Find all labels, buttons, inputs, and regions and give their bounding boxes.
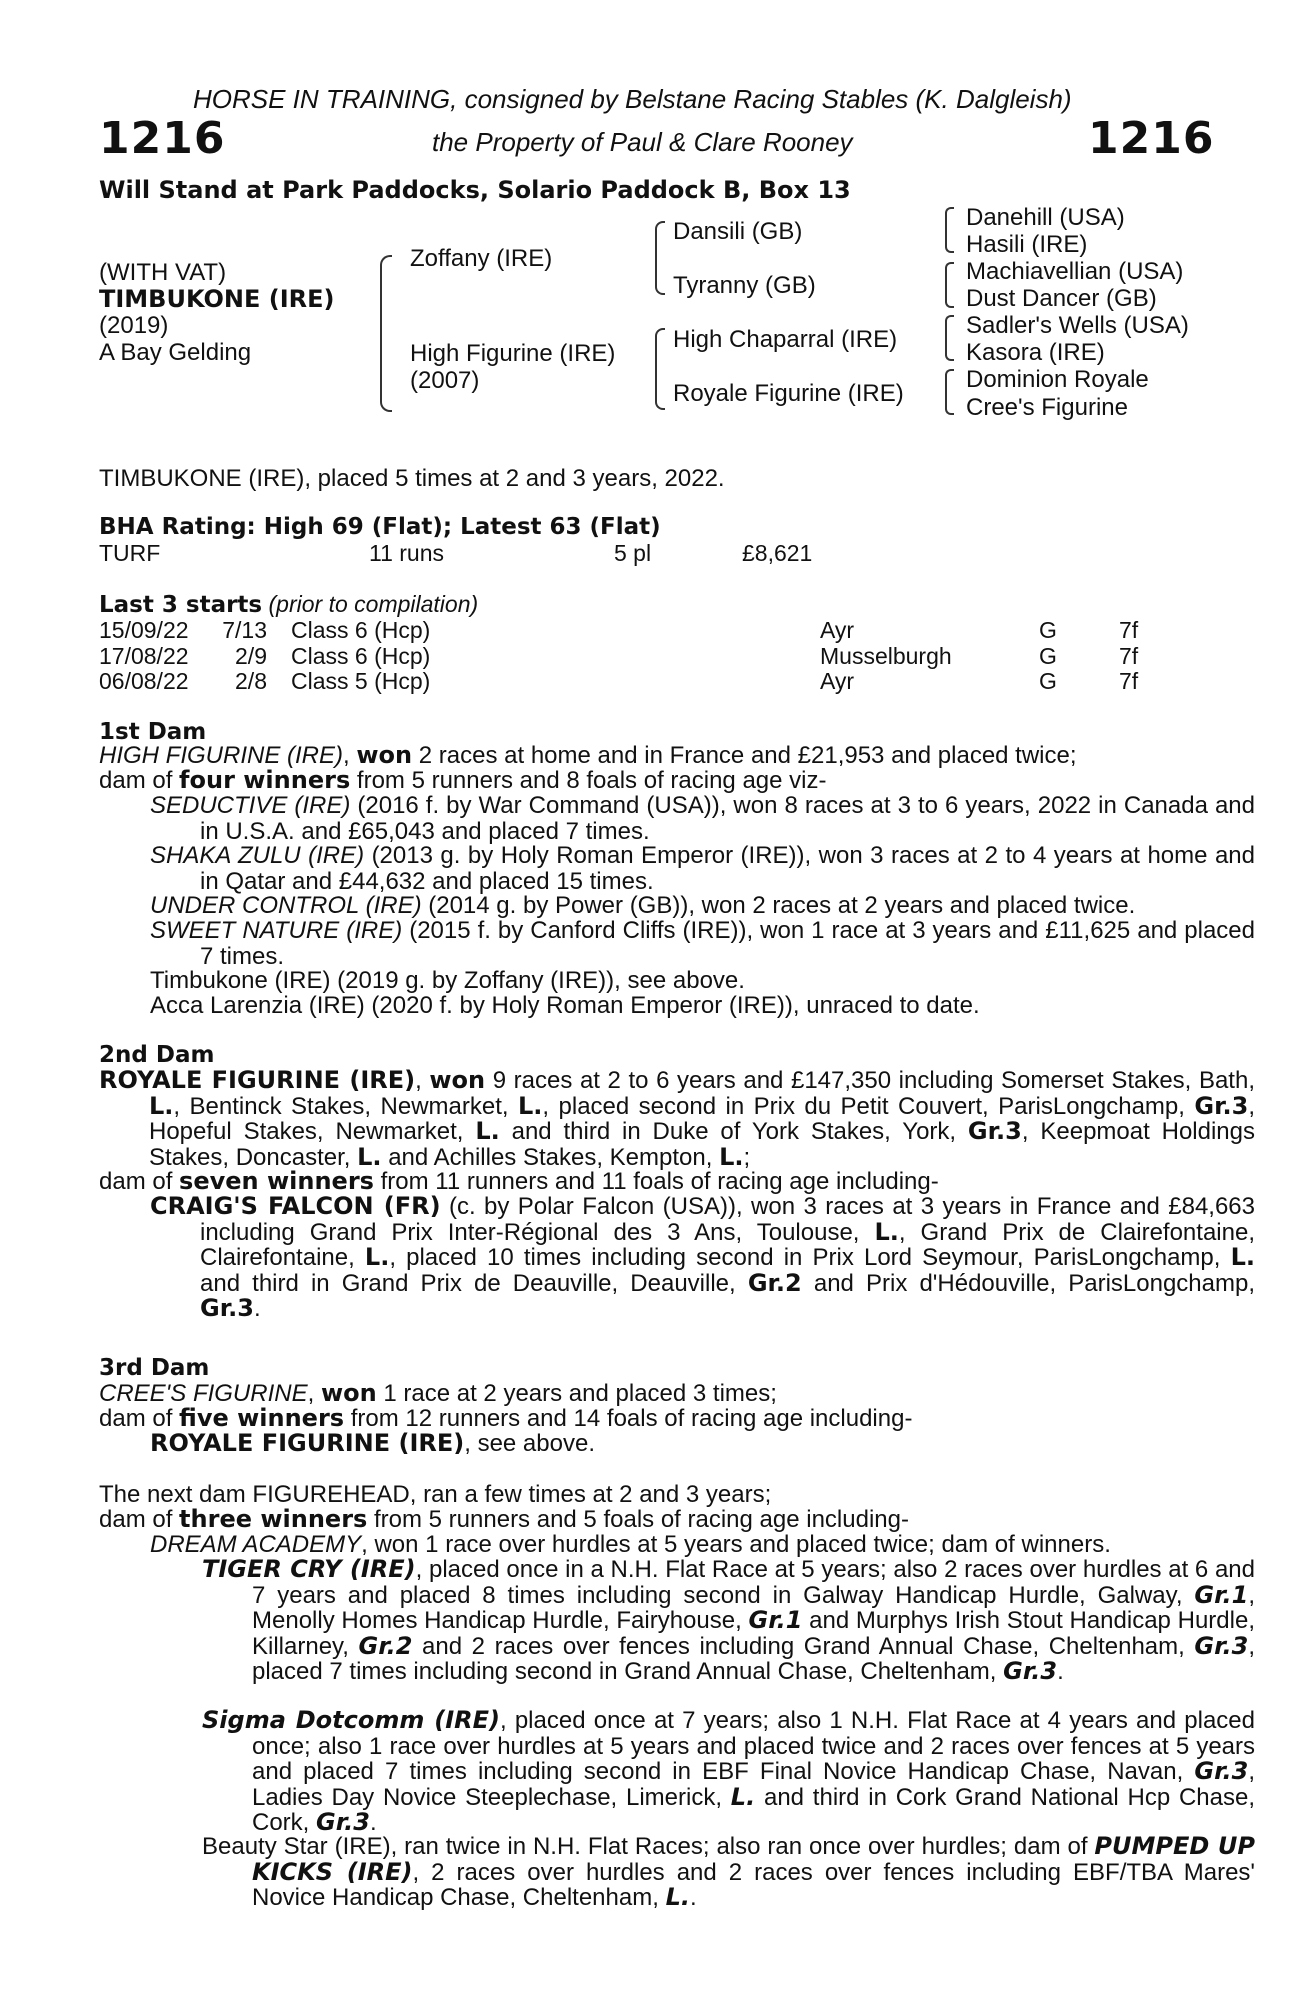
- sire-dam-sire: Machiavellian (USA): [966, 258, 1184, 285]
- produce-name: PUMPED UP KICKS (IRE): [252, 1832, 1255, 1886]
- dam-sire-sire: Sadler's Wells (USA): [966, 312, 1189, 339]
- record-text: , placed 10 times including second in Prix Lord Seymour, ParisLongchamp,: [389, 1244, 1231, 1271]
- record-text: and Achilles Stakes, Kempton,: [381, 1143, 720, 1171]
- produce-name: ROYALE FIGURINE (IRE): [150, 1429, 465, 1457]
- listed-mark: L.: [874, 1217, 899, 1246]
- start-race: Class 5 (Hcp): [291, 668, 431, 694]
- group-mark: Gr.3: [200, 1294, 254, 1322]
- last3-title: Last 3 starts: [99, 592, 263, 618]
- last3-header: [99, 591, 478, 618]
- record-text: , placed once at 7 years; also 1 N.H. Flat Race at 4 years and placed once; also 1 race over hurdles at 5 years and placed twice and 2 races over fences at 5 years and placed 7 times including second in EBF Final Novice Handicap Chase, Navan,: [252, 1707, 1255, 1785]
- group-mark: Gr.2: [358, 1631, 413, 1660]
- record-text: , won 1 race over hurdles at 5 years and placed twice; dam of winners.: [361, 1531, 1111, 1558]
- record-text: ;: [743, 1143, 751, 1171]
- brace-ds: [945, 315, 954, 361]
- start-going: G: [1039, 642, 1057, 669]
- dam3-produce: [150, 1431, 1205, 1457]
- dam1-sep: ,: [343, 742, 357, 769]
- sire: Zoffany (IRE): [410, 245, 553, 272]
- next-dam-line2: [99, 1507, 1205, 1533]
- produce-name: Sigma Dotcomm (IRE): [202, 1706, 500, 1734]
- dam2-title: 2nd Dam: [99, 1042, 215, 1068]
- start-date: 06/08/22: [99, 668, 189, 694]
- start-row: [99, 668, 1199, 694]
- produce-name: UNDER CONTROL (IRE): [150, 892, 422, 919]
- start-race: Class 6 (Hcp): [291, 617, 431, 643]
- dream-academy: [150, 1532, 1205, 1558]
- sigma-dotcomm: [202, 1708, 1255, 1836]
- dam-year: (2007): [410, 367, 480, 394]
- record-text: 1 race at 2 years and placed 3 times;: [376, 1380, 777, 1407]
- record-text: , placed 7 times including second in Grand Annual Chase, Cheltenham,: [252, 1632, 1255, 1685]
- next-winners: three winners: [179, 1505, 368, 1533]
- brace-ss: [945, 207, 954, 253]
- dam-dam: Royale Figurine (IRE): [673, 380, 904, 407]
- sire-sire-sire: Danehill (USA): [966, 204, 1125, 231]
- rating-surface: TURF: [99, 540, 161, 566]
- start-row: [99, 643, 1199, 669]
- record-text: , Bentinck Stakes, Newmarket,: [173, 1092, 518, 1120]
- produce-record: (2015 f. by Canford Cliffs (IRE)), won 1 race at 3 years and £11,625 and placed 7 times.: [200, 917, 1255, 970]
- dam3-damof: dam of: [99, 1405, 180, 1432]
- dam: High Figurine (IRE): [410, 340, 616, 367]
- start-dist: 7f: [1119, 617, 1139, 643]
- sep: ,: [415, 1067, 430, 1094]
- listed-mark: L.: [475, 1117, 500, 1145]
- listed-mark: L.: [364, 1243, 390, 1271]
- won-word: won: [429, 1066, 486, 1094]
- start-pos: 7/13: [222, 617, 267, 643]
- rating-row: [99, 540, 899, 566]
- start-dist: 7f: [1119, 642, 1139, 669]
- record-text: and third in Duke of York Stakes, York,: [499, 1118, 968, 1145]
- record-text: , see above.: [464, 1430, 595, 1457]
- record-text: .: [689, 1884, 697, 1911]
- produce-record: (2014 g. by Power (GB)), won 2 races at 2 years and placed twice.: [421, 892, 1136, 919]
- rating-earnings: £8,621: [742, 540, 813, 566]
- record-text: , Grand Prix de Clairefontaine, Clairefontaine,: [200, 1218, 1255, 1271]
- sep: ,: [307, 1380, 321, 1407]
- record-text: , placed second in Prix du Petit Couvert, ParisLongchamp,: [542, 1092, 1195, 1120]
- produce-name: SWEET NATURE (IRE): [150, 917, 403, 944]
- dam1-produce-1: [150, 793, 1255, 844]
- next-dam-line1: The next dam FIGUREHEAD, ran a few times at 2 and 3 years;: [99, 1481, 772, 1508]
- produce-name: CRAIG'S FALCON (FR): [150, 1192, 441, 1220]
- dam2-damof: dam of: [99, 1168, 180, 1195]
- start-date: 15/09/22: [99, 617, 189, 643]
- dam2-produce-craigs-falcon: [150, 1194, 1255, 1322]
- start-row: [99, 617, 1199, 643]
- dam-sire: High Chaparral (IRE): [673, 326, 898, 353]
- produce-record: (2013 g. by Holy Roman Emperor (IRE)), won 3 races at 2 to 4 years at home and in Qatar and £44,632 and placed 15 times.: [200, 842, 1255, 895]
- sire-dam: Tyranny (GB): [673, 272, 816, 299]
- vat-note: (WITH VAT): [99, 259, 227, 286]
- produce-record: (2016 f. by War Command (USA)), won 8 races at 3 to 6 years, 2022 in Canada and in U.S.A. and £65,043 and placed 7 times.: [200, 792, 1256, 845]
- horse-desc: A Bay Gelding: [99, 339, 252, 366]
- record-text: and Prix d'Hédouville, ParisLongchamp,: [801, 1269, 1256, 1297]
- beauty-star: [202, 1834, 1255, 1911]
- next-damof: dam of: [99, 1506, 180, 1533]
- dam1-produce-3: [150, 893, 1255, 919]
- dam1-produce-4: [150, 918, 1255, 969]
- dam1-winners: four winners: [179, 766, 351, 794]
- group-mark: Gr.1: [1194, 1580, 1249, 1609]
- record-text: , Ladies Day Novice Steeplechase, Limerick,: [252, 1758, 1255, 1811]
- produce-name: DREAM ACADEMY: [150, 1531, 362, 1558]
- group-mark: Gr.3: [1003, 1657, 1058, 1685]
- record-text: .: [1057, 1658, 1064, 1685]
- record-text: and third in Grand Prix de Deauville, Deauville,: [200, 1269, 748, 1297]
- record-text: .: [369, 1809, 377, 1836]
- dam1-damof: dam of: [99, 767, 180, 794]
- listed-mark: L.: [730, 1782, 756, 1811]
- record-text: , Hopeful Stakes, Newmarket,: [149, 1092, 1255, 1145]
- dam2-record: [99, 1068, 1255, 1170]
- horse-name: TIMBUKONE (IRE): [99, 285, 335, 313]
- start-going: G: [1039, 668, 1057, 694]
- record-text: and Murphys Irish Stout Handicap Hurdle, Killarney,: [252, 1607, 1255, 1660]
- group-mark: Gr.3: [316, 1808, 370, 1836]
- lot-number-left: 1216: [99, 113, 226, 164]
- group-mark: Gr.3: [1194, 1631, 1249, 1660]
- start-date: 17/08/22: [99, 642, 189, 669]
- rating-title: BHA Rating: High 69 (Flat); Latest 63 (Flat): [99, 514, 661, 540]
- start-course: Ayr: [820, 668, 855, 694]
- dam2-runners: from 11 runners and 11 foals of racing age including-: [373, 1168, 939, 1195]
- sire-sire: Dansili (GB): [673, 218, 803, 245]
- dam2-winners: seven winners: [179, 1167, 374, 1195]
- stand-location: Will Stand at Park Paddocks, Solario Paddock B, Box 13: [99, 176, 851, 204]
- next-runners: from 5 runners and 5 foals of racing age including-: [367, 1506, 909, 1533]
- produce-name: SHAKA ZULU (IRE): [150, 842, 365, 869]
- listed-mark: L.: [1230, 1243, 1255, 1271]
- record-text: Beauty Star (IRE), ran twice in N.H. Flat Races; also ran once over hurdles; dam of: [202, 1833, 1095, 1860]
- group-mark: Gr.3: [1194, 1091, 1249, 1120]
- dam1-produce-5: Timbukone (IRE) (2019 g. by Zoffany (IRE)), see above.: [150, 967, 745, 994]
- dam1-produce-2: [150, 843, 1255, 894]
- start-course: Ayr: [820, 617, 855, 643]
- record-text: , Keepmoat Holdings Stakes, Doncaster,: [149, 1118, 1256, 1171]
- record-text: , Menolly Homes Handicap Hurdle, Fairyhouse,: [252, 1581, 1255, 1634]
- dam3-line1: [99, 1381, 1205, 1407]
- listed-mark: L.: [665, 1883, 690, 1911]
- rating-runs: 11 runs: [369, 540, 445, 566]
- brace-dd: [945, 369, 954, 415]
- group-mark: Gr.2: [747, 1268, 802, 1297]
- record-text: , 2 races over hurdles and 2 races over fences including EBF/TBA Mares' Novice Handicap Chase, Cheltenham,: [252, 1858, 1255, 1911]
- record-text: (c. by Polar Falcon (USA)), won 3 races at 3 years in France and £84,663 including Grand Prix Inter-Régional des 3 Ans, Toulouse,: [200, 1193, 1255, 1246]
- tiger-cry: [202, 1557, 1255, 1685]
- sire-sire-dam: Hasili (IRE): [966, 231, 1088, 258]
- start-pos: 2/8: [235, 668, 267, 694]
- dam1-line2: [99, 768, 1205, 794]
- start-going: G: [1039, 617, 1057, 643]
- record-text: and third in Cork Grand National Hcp Chase, Cork,: [252, 1783, 1255, 1836]
- dam2-name: ROYALE FIGURINE (IRE): [99, 1066, 416, 1094]
- lot-number-right: 1216: [1088, 113, 1215, 164]
- dam1-line1: [99, 743, 1205, 769]
- dam3-line2: [99, 1406, 1205, 1432]
- horse-year: (2019): [99, 312, 169, 339]
- dam3-title: 3rd Dam: [99, 1355, 210, 1381]
- last3-note: (prior to compilation): [268, 591, 479, 617]
- consignment-line: HORSE IN TRAINING, consigned by Belstane Racing Stables (K. Dalgleish): [193, 84, 1072, 114]
- property-line: the Property of Paul & Clare Rooney: [432, 127, 853, 157]
- won-word: won: [320, 1379, 377, 1407]
- listed-mark: L.: [719, 1142, 744, 1171]
- produce-name: TIGER CRY (IRE): [202, 1555, 416, 1583]
- start-dist: 7f: [1119, 668, 1139, 694]
- produce-name: SEDUCTIVE (IRE): [150, 792, 351, 819]
- dam-sire-dam: Kasora (IRE): [966, 339, 1105, 366]
- listed-mark: L.: [149, 1091, 174, 1120]
- group-mark: Gr.3: [1194, 1757, 1249, 1785]
- dam-dam-dam: Cree's Figurine: [966, 394, 1128, 421]
- start-race: Class 6 (Hcp): [291, 642, 431, 669]
- brace-sire: [655, 221, 665, 295]
- dam2-produce-line: [99, 1169, 1205, 1195]
- dam1-name: HIGH FIGURINE (IRE): [99, 742, 343, 769]
- dam3-name: CREE'S FIGURINE: [99, 1380, 308, 1407]
- start-course: Musselburgh: [820, 642, 952, 669]
- brace-dam: [655, 328, 665, 410]
- record-text: and 2 races over fences including Grand Annual Chase, Cheltenham,: [412, 1632, 1195, 1660]
- dam1-record: 2 races at home and in France and £21,953 and placed twice;: [412, 742, 1077, 769]
- dam3-runners: from 12 runners and 14 foals of racing age including-: [344, 1405, 913, 1432]
- dam1-title: 1st Dam: [99, 719, 207, 745]
- dam-dam-sire: Dominion Royale: [966, 366, 1149, 393]
- summary-line: TIMBUKONE (IRE), placed 5 times at 2 and 3 years, 2022.: [99, 465, 725, 492]
- dam1-produce-6: Acca Larenzia (IRE) (2020 f. by Holy Roman Emperor (IRE)), unraced to date.: [150, 992, 980, 1019]
- record-text: 9 races at 2 to 6 years and £147,350 including Somerset Stakes, Bath,: [485, 1067, 1255, 1094]
- dam1-won: won: [356, 741, 413, 769]
- start-pos: 2/9: [235, 642, 267, 669]
- record-text: , placed once in a N.H. Flat Race at 5 years; also 2 races over hurdles at 6 and 7 years and placed 8 times including second in Galway Handicap Hurdle, Galway,: [252, 1556, 1256, 1609]
- listed-mark: L.: [357, 1142, 382, 1171]
- dam1-runners: from 5 runners and 8 foals of racing age viz-: [350, 767, 827, 794]
- brace-main: [380, 255, 392, 412]
- listed-mark: L.: [517, 1091, 543, 1120]
- group-mark: Gr.3: [967, 1117, 1022, 1145]
- group-mark: Gr.1: [748, 1606, 803, 1634]
- brace-sd: [945, 262, 954, 308]
- record-text: .: [253, 1295, 261, 1322]
- dam3-winners: five winners: [179, 1404, 345, 1432]
- sire-dam-dam: Dust Dancer (GB): [966, 285, 1157, 312]
- rating-placed: 5 pl: [614, 540, 652, 566]
